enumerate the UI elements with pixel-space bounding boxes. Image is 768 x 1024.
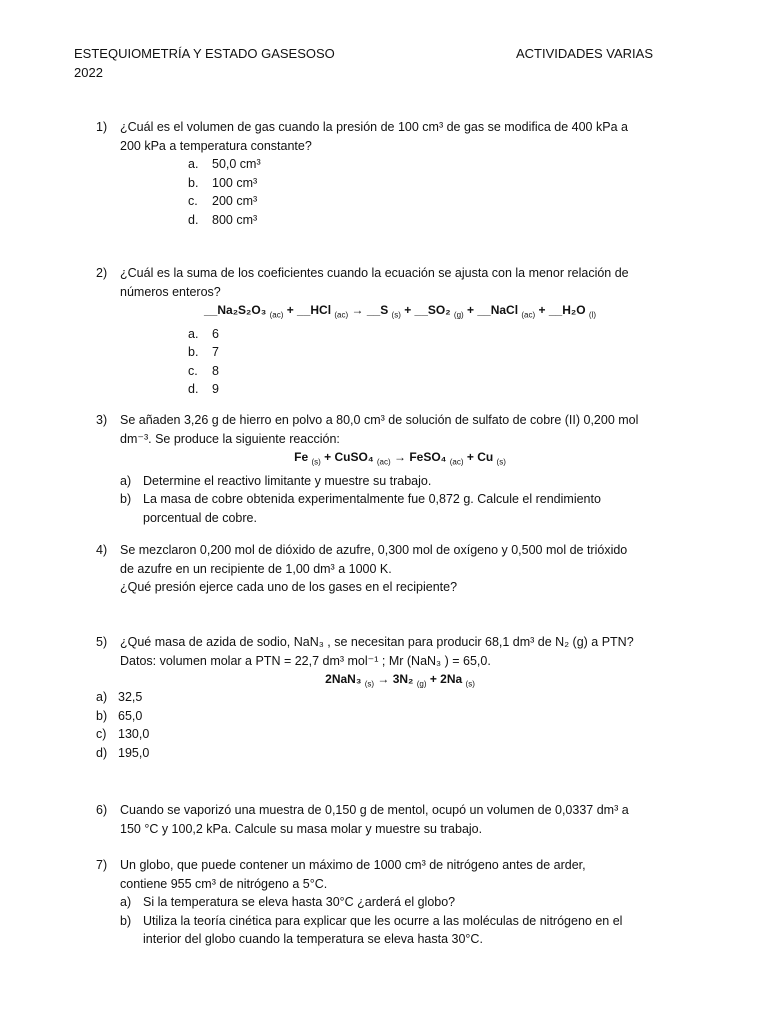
sub-question-a: a) Determine el reactivo limitante y muestre su trabajo. [120,473,432,488]
option: a) 32,5 [96,690,143,704]
chemical-equation: 2NaN₃ $_{(s)}$ → 3N₂ $_{(g)}$ + 2Na $_{(s)}$ [325,672,475,689]
sub-question-a: a) Si la temperatura se eleva hasta 30°C ¿arderá el globo? [120,895,456,909]
option: d. 9 [188,382,219,397]
question-1 [0,118,768,229]
option: a. 50,0 cm³ [188,157,261,171]
question-text-line: números enteros? [120,284,221,299]
chemical-equation: __Na₂S₂O₃ $_{(ac)}$ + __HCl $_{(ac)}$ → __S $_{(s)}$ + __SO₂ $_{(g)}$ + __NaCl $_{(ac)}$ + __H₂O $_{(l)}$ [204,303,596,320]
question-text-line: ¿Qué presión ejerce cada uno de los gases en el recipiente? [120,580,458,594]
question-text-line: Se mezclaron 0,200 mol de dióxido de azufre, 0,300 mol de oxígeno y 0,500 mol de trióxido [120,543,628,557]
question-text-line: ¿Cuál es el volumen de gas cuando la presión de 100 cm³ de gas se modifica de 400 kPa a [120,120,628,134]
option: d) 195,0 [96,745,150,760]
question-text-line: Un globo, que puede contener un máximo de 1000 cm³ de nitrógeno antes de arder, [120,858,586,872]
question-text-line: de azufre en un recipiente de 1,00 dm³ a 1000 K. [120,561,392,576]
option: c. 200 cm³ [188,194,258,208]
option: c) 130,0 [96,727,150,741]
option: b. 100 cm³ [188,175,258,190]
question-text-line: 150 °C y 100,2 kPa. Calcule su masa molar y muestre su trabajo. [120,821,483,836]
option: d. 800 cm³ [188,212,258,227]
question-number: 4) [96,543,108,557]
document-title: ESTEQUIOMETRÍA Y ESTADO GASESOSO [74,46,335,61]
header-left [74,44,335,82]
question-text-line: contiene 955 cm³ de nitrógeno a 5°C. [120,876,328,891]
option: b. 7 [188,345,219,360]
question-2 [0,264,768,399]
question-5-options [0,688,768,762]
header-right: ACTIVIDADES VARIAS [516,46,654,61]
question-number: 6) [96,803,108,817]
chemical-equation: Fe $_{(s)}$ + CuSO₄ $_{(ac)}$ → FeSO₄ $_{(ac)}$ + Cu $_{(s)}$ [294,450,506,467]
question-4 [0,541,768,597]
document-year: 2022 [74,65,103,80]
question-number: 5) [96,635,108,649]
question-text-line: ¿Qué masa de azida de sodio, NaN₃ , se necesitan para producir 68,1 dm³ de N₂ (g) a PTN? [120,635,634,649]
option: c. 8 [188,363,219,378]
question-6 [0,801,768,838]
question-number: 2) [96,266,108,280]
question-number: 7) [96,858,108,872]
question-7 [0,856,768,949]
question-text-line: 200 kPa a temperatura constante? [120,138,312,153]
sub-question-b: b) Utiliza la teoría cinética para explicar que les ocurre a las moléculas de nitrógeno en el interior del globo cuando la temperatura se eleva hasta 30°C. [120,913,623,946]
question-text-line: dm⁻³. Se produce la siguiente reacción: [120,431,340,446]
option: a. 6 [188,326,219,341]
question-text-line: Cuando se vaporizó una muestra de 0,150 g de mentol, ocupó un volumen de 0,0337 dm³ a [120,803,629,817]
question-text-line: ¿Cuál es la suma de los coeficientes cuando la ecuación se ajusta con la menor relación de [120,266,629,280]
option: b) 65,0 [96,708,143,723]
sub-question-b: b) La masa de cobre obtenida experimentalmente fue 0,872 g. Calcule el rendimiento porcentual de cobre. [120,492,601,525]
question-number: 3) [96,413,108,427]
question-text-line: Se añaden 3,26 g de hierro en polvo a 80,0 cm³ de solución de sulfato de cobre (II) 0,200 mol [120,413,639,427]
question-3 [0,411,768,527]
question-5 [0,633,768,694]
question-number: 1) [96,120,108,134]
question-text-line: Datos: volumen molar a PTN = 22,7 dm³ mol⁻¹ ; Mr (NaN₃ ) = 65,0. [120,653,491,668]
